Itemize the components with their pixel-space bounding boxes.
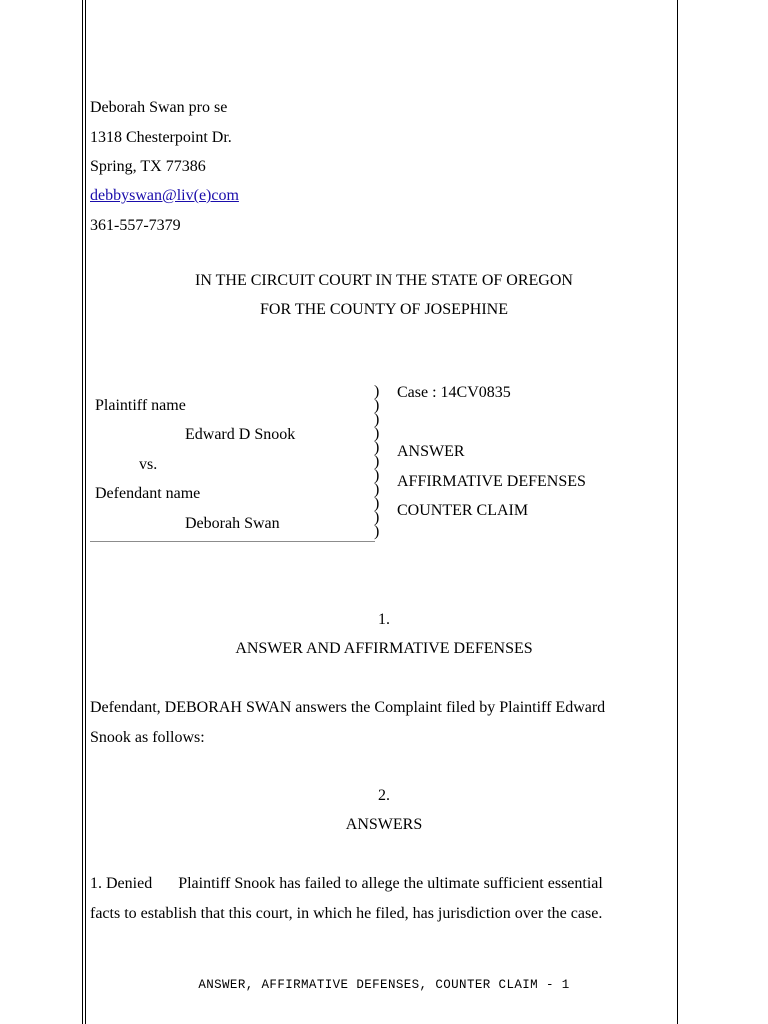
caption-paren: ): [374, 439, 380, 456]
defendant-label: Defendant name: [95, 485, 201, 502]
plaintiff-label: Plaintiff name: [95, 397, 186, 414]
doc-type-counter-claim: COUNTER CLAIM: [397, 502, 529, 519]
section-2-number: 2.: [378, 787, 390, 804]
caption-paren: ): [374, 467, 380, 484]
doc-type-affirmative-defenses: AFFIRMATIVE DEFENSES: [397, 473, 586, 490]
caption-divider: [90, 541, 375, 542]
answer-1-label: 1. Denied: [90, 875, 153, 892]
defendant-name: Deborah Swan: [185, 515, 280, 532]
left-margin-rule-inner: [85, 0, 86, 1024]
right-margin-rule: [677, 0, 678, 1024]
case-number: Case : 14CV0835: [397, 384, 511, 401]
caption-paren: ): [374, 523, 380, 540]
plaintiff-name: Edward D Snook: [185, 426, 296, 443]
section-1-heading: ANSWER AND AFFIRMATIVE DEFENSES: [235, 640, 533, 657]
doc-type-answer: ANSWER: [397, 443, 465, 460]
section-2-heading: ANSWERS: [345, 816, 423, 833]
section-1-number: 1.: [378, 611, 390, 628]
caption-paren: ): [374, 397, 380, 414]
caption-paren: ): [374, 383, 380, 400]
email-link[interactable]: debbyswan@liv(e)com: [90, 187, 239, 204]
court-title-line1: IN THE CIRCUIT COURT IN THE STATE OF OREGON: [195, 272, 573, 289]
answer-1-line1: [90, 874, 603, 894]
versus: vs.: [139, 456, 158, 473]
caption-paren: ): [374, 425, 380, 442]
caption-paren: ): [374, 495, 380, 512]
city-state-zip: Spring, TX 77386: [90, 158, 206, 175]
left-margin-rule-outer: [82, 0, 83, 1024]
section-1-para-line1: Defendant, DEBORAH SWAN answers the Complaint filed by Plaintiff Edward: [90, 699, 606, 716]
answer-1-text: Plaintiff Snook has failed to allege the ultimate sufficient essential: [178, 875, 603, 892]
caption-paren: ): [374, 481, 380, 498]
phone-number: 361-557-7379: [90, 217, 181, 234]
caption-paren: ): [374, 509, 380, 526]
court-title-line2: FOR THE COUNTY OF JOSEPHINE: [259, 301, 509, 318]
caption-paren: ): [374, 453, 380, 470]
answer-1-line2: facts to establish that this court, in which he filed, has jurisdiction over the case.: [90, 905, 603, 922]
page-footer: ANSWER, AFFIRMATIVE DEFENSES, COUNTER CLAIM - 1: [198, 978, 570, 992]
street-address: 1318 Chesterpoint Dr.: [90, 129, 232, 146]
caption-paren: ): [374, 411, 380, 428]
party-name: Deborah Swan pro se: [90, 99, 228, 116]
section-1-para-line2: Snook as follows:: [90, 729, 205, 746]
